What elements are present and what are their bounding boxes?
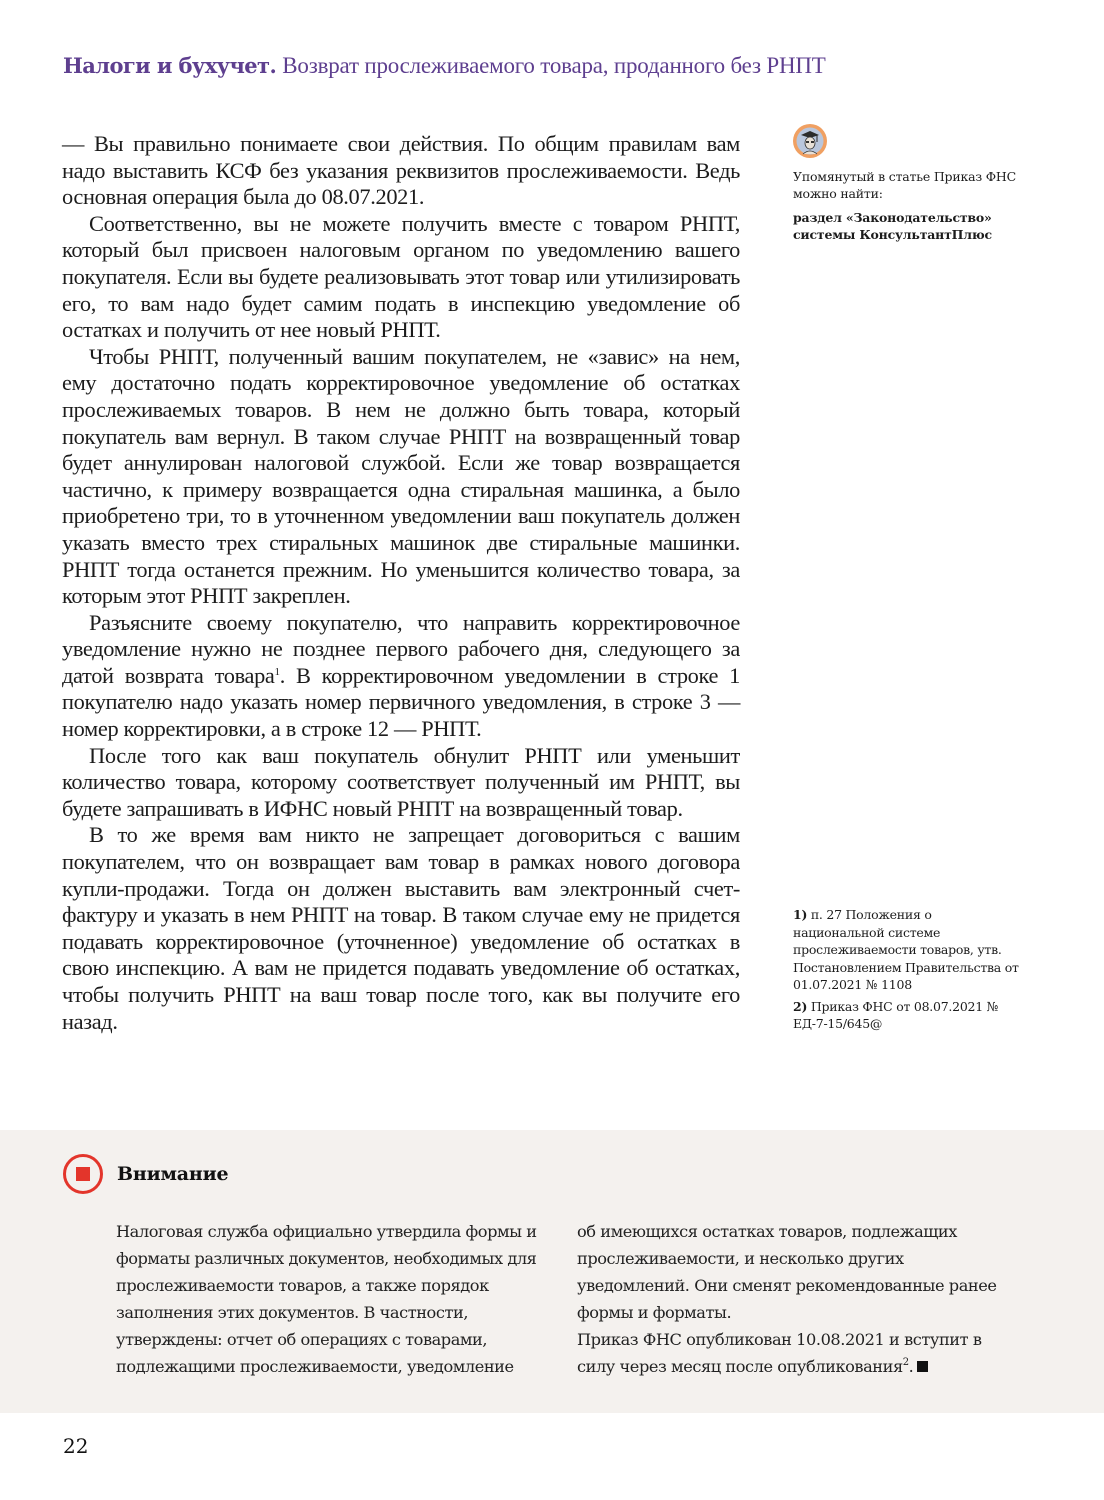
attention-text: об имеющихся остатках товаров, подлежащих прослеживаемости, и несколько других уведомлений. Они сменят рекомендованные ранее формы и форматы.: [577, 1222, 997, 1322]
footnote-number: 1): [793, 907, 808, 922]
scalloped-edge: [0, 1124, 1104, 1136]
attention-column-left: [116, 1218, 556, 1380]
attention-text: [577, 1326, 1017, 1380]
sidenote-source: раздел «Законодательство» системы КонсультантПлюс: [793, 210, 992, 242]
article-body: [62, 131, 740, 1035]
attention-text: Налоговая служба официально утвердила формы и форматы различных документов, необходимых для прослеживаемости товаров, а также порядок заполнения этих документов. В частности, утверждены: отчет об операциях с товарами, подлежащими прослеживаемости, уведомление: [116, 1222, 537, 1376]
footnote-text: Приказ ФНС от 08.07.2021 № ЕД-7-15/645@: [793, 998, 999, 1031]
attention-title: Внимание: [117, 1163, 229, 1185]
page-number: 22: [63, 1434, 89, 1458]
footnote-1: [793, 906, 1023, 994]
attention-column-right: [577, 1218, 1017, 1380]
consultant-avatar-icon: [793, 124, 827, 158]
attention-box: [0, 1130, 1104, 1413]
attention-text-part: .: [908, 1357, 914, 1376]
paragraph: — Вы правильно понимаете свои действия. По общим правилам вам надо выставить КСФ без указания реквизитов прослеживаемости. Ведь основная операция была до 08.07.2021.: [62, 131, 740, 210]
paragraph-text: . В корректировочном уведомлении в строке 1 покупателю надо указать номер первичного уведомления, в строке 3 — номер корректировки, а в строке 12 — РНПТ.: [62, 662, 740, 742]
paragraph: Соответственно, вы не можете получить вместе с товаром РНПТ, который был присвоен налоговым органом по уведомлению вашего покупателя. Если вы будете реализовывать этот товар или утилизировать его, то вам надо будет самим подать в инспекцию уведомление об остатках и получить от нее новый РНПТ.: [62, 210, 740, 343]
footnote-ref-2[interactable]: 2: [902, 1357, 909, 1368]
paragraph: В то же время вам никто не запрещает договориться с вашим покупателем, что он возвращает вам товар в рамках нового договора купли-продажи. Тогда он должен выставить вам электронный счет-фактуру и указать в нем РНПТ на товар. В таком случае ему не придется подавать корректировочное (уточненное) уведомление об остатках в свою инспекцию. А вам не придется подавать уведомление об остатках, чтобы получить РНПТ на ваш товар после того, как вы получите его назад.: [62, 822, 740, 1034]
end-square-icon: [917, 1361, 928, 1372]
header-title: Возврат прослеживаемого товара, проданного без РНПТ: [282, 53, 826, 78]
paragraph: После того как ваш покупатель обнулит РНПТ или уменьшит количество товара, которому соответствует полученный им РНПТ, вы будете запрашивать в ИФНС новый РНПТ на возвращенный товар.: [62, 742, 740, 821]
footnotes: [793, 906, 1023, 1037]
paragraph-text: Разъясните своему покупателю, что направить корректировочное уведомление нужно не позднее первого рабочего дня, следующего за датой возврата товара: [62, 609, 740, 688]
footnote-text: п. 27 Положения о национальной системе прослеживаемости товаров, утв. Постановлением Правительства от 01.07.2021 № 1108: [793, 907, 1019, 992]
header-section: Налоги и бухучет.: [63, 53, 277, 78]
paragraph: Чтобы РНПТ, полученный вашим покупателем, не «завис» на нем, ему достаточно подать корректировочное уведомление об остатках прослеживаемых товаров. В нем не должно быть товара, который покупатель вам вернул. В таком случае РНПТ на возвращенный товар будет аннулирован налоговой службой. Если же товар возвращается частично, к примеру возвращается одна стиральная машинка, а было приобретено три, то в уточненном уведомлении ваш покупатель должен указать вместо трех стиральных машинок две стиральные машинки. РНПТ тогда останется прежним. Но уменьшится количество товара, за которым этот РНПТ закреплен.: [62, 343, 740, 609]
footnote-number: 2): [793, 998, 808, 1014]
running-header: [63, 53, 826, 79]
footnote-2: [793, 998, 1023, 1033]
sidenote-text: Упомянутый в статье Приказ ФНС можно найти:: [793, 169, 1016, 201]
attention-text-part: Приказ ФНС опубликован 10.08.2021 и вступит в силу через месяц после опубликования: [577, 1330, 982, 1376]
stop-circle-icon: [63, 1154, 103, 1194]
footnote-ref-1[interactable]: 1: [274, 665, 280, 678]
paragraph: [62, 610, 740, 743]
sidenote: [793, 124, 1033, 243]
